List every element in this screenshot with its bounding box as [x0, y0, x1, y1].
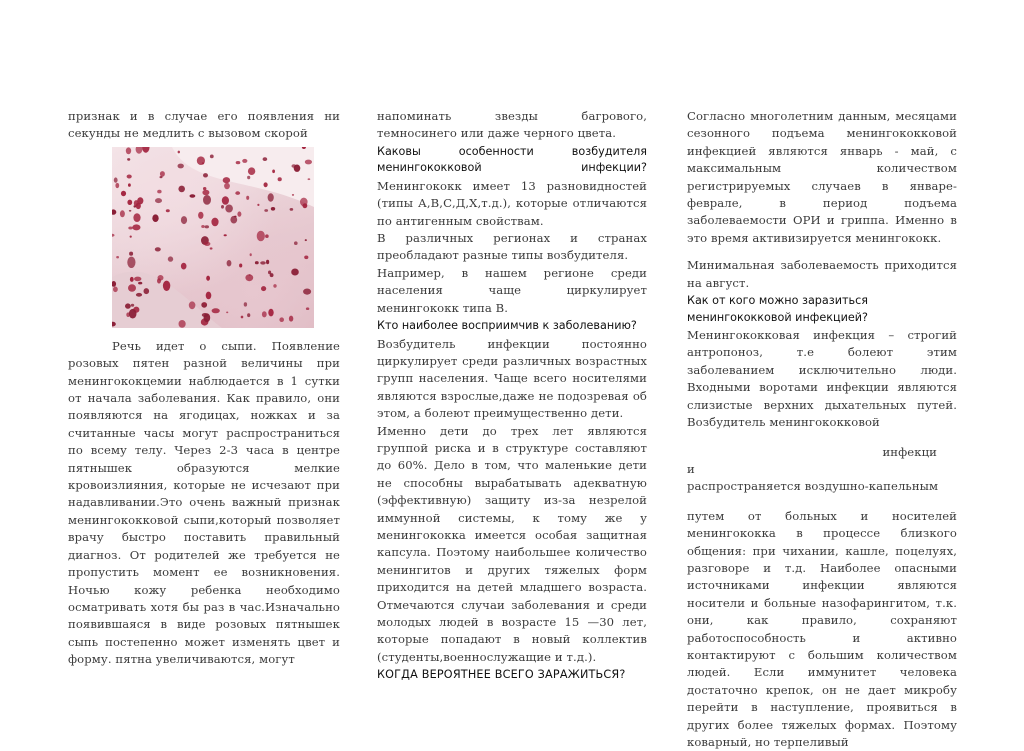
rash-spot — [179, 320, 186, 328]
rash-spot — [204, 242, 210, 246]
rash-spot — [308, 178, 311, 180]
rash-spot — [112, 209, 116, 214]
col3-p1: Согласно многолетним данным, месяцами сезонного подъема менингококковой инфекцией являются январь - май, с максимальным количеством регистрируемых случаев в январе-феврале, в период подъема заболеваемости ОРИ и гриппа. Именно в это время активизируется менингококк. — [687, 109, 957, 245]
rash-spot — [190, 194, 196, 197]
rash-spot — [120, 210, 125, 217]
rash-spot — [132, 224, 140, 230]
rash-spot — [227, 260, 232, 266]
col3-p4a: инфекци — [882, 444, 937, 459]
rash-spot — [203, 173, 208, 177]
rash-spot — [279, 317, 284, 322]
rash-spot — [289, 315, 293, 321]
rash-spot — [142, 147, 149, 153]
rash-spot — [116, 256, 119, 258]
rash-spot — [136, 147, 143, 154]
rash-spot — [239, 263, 242, 267]
rash-spot — [234, 215, 237, 217]
rash-spot — [264, 182, 268, 187]
rash-spot — [201, 225, 205, 228]
rash-spot — [181, 263, 187, 270]
rash-spot — [247, 176, 250, 179]
rash-spot — [202, 190, 209, 196]
rash-spot — [223, 177, 230, 183]
rash-spot — [152, 214, 158, 222]
rash-spot — [178, 150, 180, 153]
rash-spot — [273, 284, 276, 288]
rash-spot — [163, 280, 170, 290]
col2-heading-1: Каковы особенности возбудителя менингококковой инфекции? — [377, 144, 647, 175]
rash-spot — [181, 216, 187, 224]
column-2 — [377, 108, 647, 685]
col2-heading-3: КОГДА ВЕРОЯТНЕЕ ВСЕГО ЗАРАЖИТЬСЯ? — [377, 668, 626, 682]
rash-spot — [250, 253, 252, 256]
rash-spot — [133, 213, 140, 222]
rash-spot — [246, 196, 249, 200]
rash-spot — [268, 270, 271, 274]
col2-p1: напоминать звезды багрового, темносинего или даже черного цвета. — [377, 109, 647, 141]
rash-spot — [245, 274, 253, 281]
rash-spot — [247, 313, 250, 317]
rash-spot — [114, 177, 118, 182]
rash-spot — [236, 161, 241, 164]
col3-p5: путем от больных и носителей менингококка в процессе близкого общения: при чихании, кашле, поцелуях, разговоре и т.д. Наиболее опасными источниками инфекции являются носители и больные назофарингитом, т.к. они, как правило, сохраняют работоспособность и активно контактируют с большим количеством людей. Если иммунитет человека достаточно крепок, он не дает микробу перейти в наступление, проявиться в других более тяжелых формах. Поэтому коварный, но терпеливый — [687, 508, 957, 749]
rash-spot — [225, 204, 233, 212]
rash-spot — [138, 282, 142, 285]
rash-spot — [266, 260, 269, 264]
rash-spot — [272, 169, 275, 173]
rash-spot — [129, 309, 137, 319]
rash-spot — [306, 307, 309, 310]
rash-spot — [304, 255, 308, 259]
column-1 — [68, 108, 340, 669]
rash-spot — [198, 212, 203, 219]
rash-spot — [168, 256, 173, 261]
column-3 — [687, 108, 957, 751]
rash-spot — [292, 194, 294, 196]
rash-spot — [206, 291, 212, 299]
rash-spot — [300, 197, 308, 206]
rash-spot — [155, 198, 162, 203]
rash-spot — [178, 163, 184, 168]
rash-spot — [121, 191, 126, 196]
col3-p2: Минимальная заболеваемость приходится на август. — [687, 258, 957, 290]
rash-spot — [261, 286, 266, 291]
rash-spot — [262, 311, 267, 317]
rash-spot — [237, 211, 241, 216]
rash-spot — [128, 226, 132, 229]
rash-spot — [129, 210, 132, 212]
col2-heading-2: Кто наиболее восприимчив к заболеванию? — [377, 319, 637, 333]
rash-spot — [244, 302, 247, 306]
rash-spot — [264, 209, 268, 212]
rash-spot — [278, 177, 282, 181]
rash-spot — [260, 261, 266, 264]
col3-p3: Менингококковая инфекция – строгий антропоноз, т.е болеют этим заболеванием исключительно люди. Входными воротами инфекции являются слизистые верхних дыхательных путей. Возбудитель менингококковой — [687, 328, 957, 430]
col1-body: Речь идет о сыпи. Появление розовых пятен разной величины при менингококцемии наблюдается в 1 сутки от начала заболевания. Как правило, они появляются на ягодицах, ножках и за считанные часы могут распространиться по всему телу. Через 2-3 часа в центре пятнышек образуются мелкие кровоизлияния, которые не исчезают при надавливании.Это очень важный признак менингококковой сыпи,который позволяет врачу быстро поставить правильный диагноз. От родителей же требуется не пропустить момент ее возникновения. Ночью кожу ребенка необходимо осматривать хотя бы раз в час.Изначально появившаяся в виде розовых пятнышек сыпь постепенно может изменять цвет и форму. пятна увеличиваются, могут — [68, 338, 340, 667]
col2-p4: Например, в нашем регионе среди населения чаще циркулирует менингококк типа В. — [377, 265, 647, 315]
rash-spot — [157, 190, 161, 194]
col2-p3: В различных регионах и странах преобладают разные типы возбудителя. — [377, 231, 647, 263]
rash-spot — [144, 288, 150, 294]
rash-spot — [130, 235, 132, 237]
rash-spot — [303, 288, 311, 294]
rash-spot — [197, 156, 205, 165]
rash-spot — [241, 315, 244, 318]
rash-spot — [222, 196, 229, 205]
rash-spot — [155, 247, 161, 251]
rash-spot — [158, 275, 164, 281]
rash-spot — [291, 268, 299, 275]
col1-intro: признак и в случае его появления ни секунды не медлить с вызовом скорой — [68, 109, 340, 141]
rash-spot — [202, 313, 208, 317]
col3-heading-1: Как от кого можно заразиться менингококковой инфекцией? — [687, 294, 868, 324]
rash-spot — [128, 183, 131, 186]
rash-spot — [203, 195, 211, 205]
col2-p5: Возбудитель инфекции постоянно циркулирует среди различных возрастных групп населения. Чаще всего носителями являются взрослые,даже не подозревая об этом, а болеют преимущественно дети. — [377, 336, 647, 421]
rash-spot — [128, 284, 136, 291]
rash-spot — [178, 185, 185, 192]
rash-spot — [115, 183, 119, 188]
rash-spot — [305, 239, 307, 241]
col2-p6: Именно дети до трех лет являются группой риска и в структуре составляют до 60%. Дело в том, что маленькие дети не способны вырабатывать адекватную (эффективную) защиту из-за незрелой иммунной системы, к тому же у менингококка имеется особая защитная капсула. Поэтому наибольшее количество менингитов и других тяжелых форм приходится на детей младшего возраста. Отмечаются случаи заболевания и среди молодых людей в возрасте 15 —30 лет, которые попадают в новый коллектив (студенты,военнослужащие и т.д.). — [377, 423, 647, 664]
rash-spot — [221, 205, 224, 209]
rash-spot — [268, 309, 273, 317]
rash-spot — [134, 276, 141, 281]
rash-spot — [127, 199, 132, 204]
col3-p4b: и — [687, 461, 695, 476]
rash-spot — [224, 183, 230, 189]
rash-spot — [305, 159, 312, 164]
rash-image — [112, 147, 314, 328]
rash-spot — [166, 209, 170, 212]
rash-spot — [268, 193, 274, 201]
rash-spot — [212, 308, 220, 313]
rash-spot — [224, 234, 227, 236]
rash-spot — [113, 286, 118, 292]
rash-spot — [265, 234, 269, 238]
rash-spot — [248, 167, 255, 175]
rash-spot — [294, 164, 301, 171]
rash-spot — [127, 174, 132, 178]
rash-photo — [112, 147, 314, 328]
rash-spot — [125, 303, 131, 308]
rash-spot — [206, 275, 210, 280]
rash-spot — [189, 301, 196, 309]
rash-spot — [294, 241, 298, 245]
rash-spot — [226, 311, 228, 313]
rash-spot — [263, 157, 268, 161]
rash-spot — [126, 147, 131, 154]
col3-p4c: распространяется воздушно-капельным — [687, 479, 939, 494]
rash-spot — [242, 159, 247, 163]
rash-spot — [127, 256, 135, 267]
rash-spot — [112, 234, 115, 237]
rash-spot — [160, 171, 165, 177]
rash-spot — [136, 293, 142, 297]
rash-spot — [210, 154, 214, 158]
col2-p2: Менингококк имеет 13 разновидностей (типы А,В,С,Д,Х,т.д.), которые отличаются по антигенным свойствам. — [377, 178, 647, 228]
rash-spot — [235, 191, 240, 195]
rash-spot — [205, 225, 209, 228]
rash-spot — [204, 302, 207, 305]
rash-spot — [131, 304, 134, 307]
rash-spot — [127, 158, 130, 161]
rash-spot — [137, 197, 143, 204]
rash-spot — [257, 204, 259, 206]
rash-spot — [129, 251, 133, 255]
rash-spot — [255, 261, 259, 264]
rash-spot — [271, 207, 275, 211]
skin-highlight — [172, 147, 314, 207]
rash-spot — [290, 208, 294, 211]
rash-spot — [210, 247, 213, 249]
rash-spot — [130, 277, 134, 282]
rash-spot — [211, 217, 218, 226]
rash-spot — [257, 231, 265, 242]
rash-spot — [203, 187, 206, 190]
